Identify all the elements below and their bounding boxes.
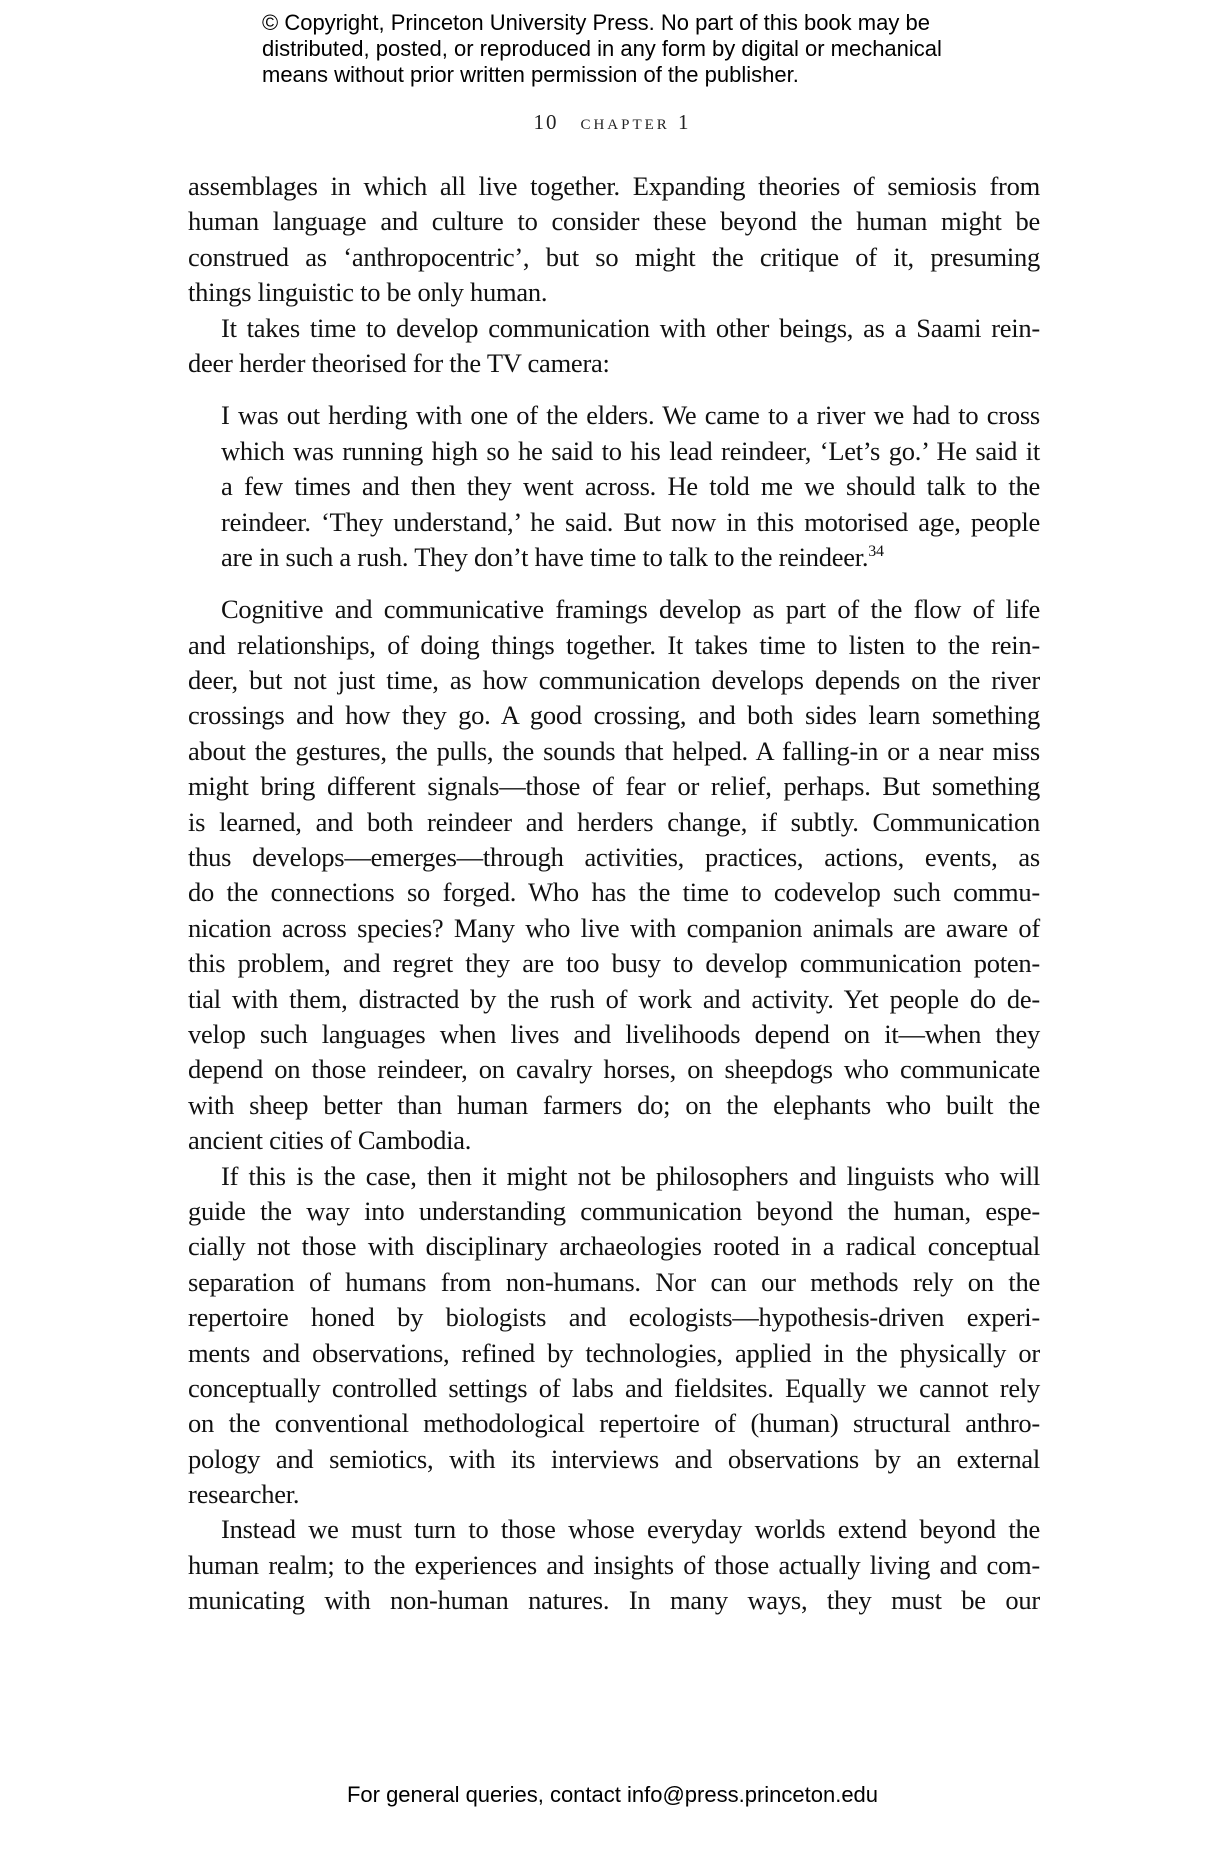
text-line: It takes time to develop communication with other beings, as a Saami rein- [221, 312, 1040, 343]
quote-line: I was out herding with one of the elders. We came to a river we had to cross [221, 400, 1040, 431]
text-line: do the connections so forged. Who has the time to codevelop such commu- [188, 877, 1040, 908]
copyright-line: distributed, posted, or reproduced in any form by digital or mechanical [262, 36, 942, 61]
text-line: and relationships, of doing things together. It takes time to listen to the rein- [188, 629, 1040, 660]
copyright-line: means without prior written permission of the publisher. [262, 62, 799, 87]
paragraph-3 [188, 592, 1040, 1158]
text-line: is learned, and both reindeer and herders change, if subtly. Communication [188, 806, 1040, 837]
copyright-notice [262, 10, 1022, 88]
text-line: separation of humans from non-humans. Nor can our methods rely on the [188, 1266, 1040, 1297]
page-number: 10 [533, 110, 559, 134]
text-line: this problem, and regret they are too busy to develop communication poten- [188, 948, 1040, 979]
paragraph-5 [188, 1512, 1040, 1618]
text-line: construed as ‘anthropocentric’, but so might the critique of it, presuming [188, 241, 1040, 272]
text-line: human language and culture to consider these beyond the human might be [188, 206, 1040, 237]
text-line: municating with non-human natures. In many ways, they must be our [188, 1585, 1040, 1616]
body-text [188, 169, 1040, 1619]
chapter-label: chapter 1 [580, 110, 692, 134]
text-line: Cognitive and communicative framings develop as part of the flow of life [221, 594, 1040, 625]
text-line: velop such languages when lives and livelihoods depend on it—when they [188, 1018, 1040, 1049]
footnote-reference: 34 [868, 542, 884, 560]
text-line: assemblages in which all live together. Expanding theories of semiosis from [188, 171, 1040, 201]
paragraph-2 [188, 311, 1040, 382]
quote-line: a few times and then they went across. He told me we should talk to the [221, 471, 1040, 502]
text-line: conceptually controlled settings of labs and fieldsites. Equally we cannot rely [188, 1372, 1040, 1403]
quote-line [221, 540, 1040, 575]
quote-line-text: are in such a rush. They don’t have time to talk to the reindeer. [221, 541, 869, 572]
copyright-line: © Copyright, Princeton University Press. No part of this book may be [262, 10, 930, 35]
text-line: researcher. [188, 1479, 300, 1510]
text-line: deer, but not just time, as how communication develops depends on the river [188, 665, 1040, 696]
text-line: repertoire honed by biologists and ecologists—hypothesis-driven experi- [188, 1302, 1040, 1333]
text-line: ments and observations, refined by technologies, applied in the physically or [188, 1337, 1040, 1368]
text-line: nication across species? Many who live with companion animals are aware of [188, 912, 1040, 943]
text-line: guide the way into understanding communication beyond the human, espe- [188, 1195, 1040, 1226]
text-line: human realm; to the experiences and insights of those actually living and com- [188, 1549, 1040, 1580]
text-line: might bring different signals—those of fear or relief, perhaps. But something [188, 771, 1040, 802]
text-line: crossings and how they go. A good crossing, and both sides learn something [188, 700, 1040, 731]
text-line: deer herder theorised for the TV camera: [188, 347, 610, 378]
text-line: cially not those with disciplinary archaeologies rooted in a radical conceptual [188, 1231, 1040, 1262]
running-head [0, 110, 1225, 135]
quote-line: reindeer. ‘They understand,’ he said. But now in this motorised age, people [221, 506, 1040, 537]
quote-line: which was running high so he said to his lead reindeer, ‘Let’s go.’ He said it [221, 435, 1040, 466]
text-line: If this is the case, then it might not be philosophers and linguists who will [221, 1160, 1040, 1191]
text-line: about the gestures, the pulls, the sounds that helped. A falling-in or a near miss [188, 735, 1040, 766]
text-line: on the conventional methodological repertoire of (human) structural anthro- [188, 1408, 1040, 1439]
text-line: Instead we must turn to those whose everyday worlds extend beyond the [221, 1514, 1040, 1545]
text-line: ancient cities of Cambodia. [188, 1125, 472, 1156]
text-line: pology and semiotics, with its interviews and observations by an external [188, 1443, 1040, 1474]
block-quote [221, 398, 1040, 575]
footer-contact: For general queries, contact info@press.princeton.edu [346, 1782, 879, 1807]
paragraph-1 [188, 169, 1040, 311]
text-line: things linguistic to be only human. [188, 277, 548, 308]
text-line: with sheep better than human farmers do; on the elephants who built the [188, 1089, 1040, 1120]
text-line: depend on those reindeer, on cavalry horses, on sheepdogs who communicate [188, 1054, 1040, 1085]
paragraph-4 [188, 1159, 1040, 1513]
text-line: thus develops—emerges—through activities, practices, actions, events, as [188, 842, 1040, 873]
text-line: tial with them, distracted by the rush of work and activity. Yet people do de- [188, 983, 1040, 1014]
